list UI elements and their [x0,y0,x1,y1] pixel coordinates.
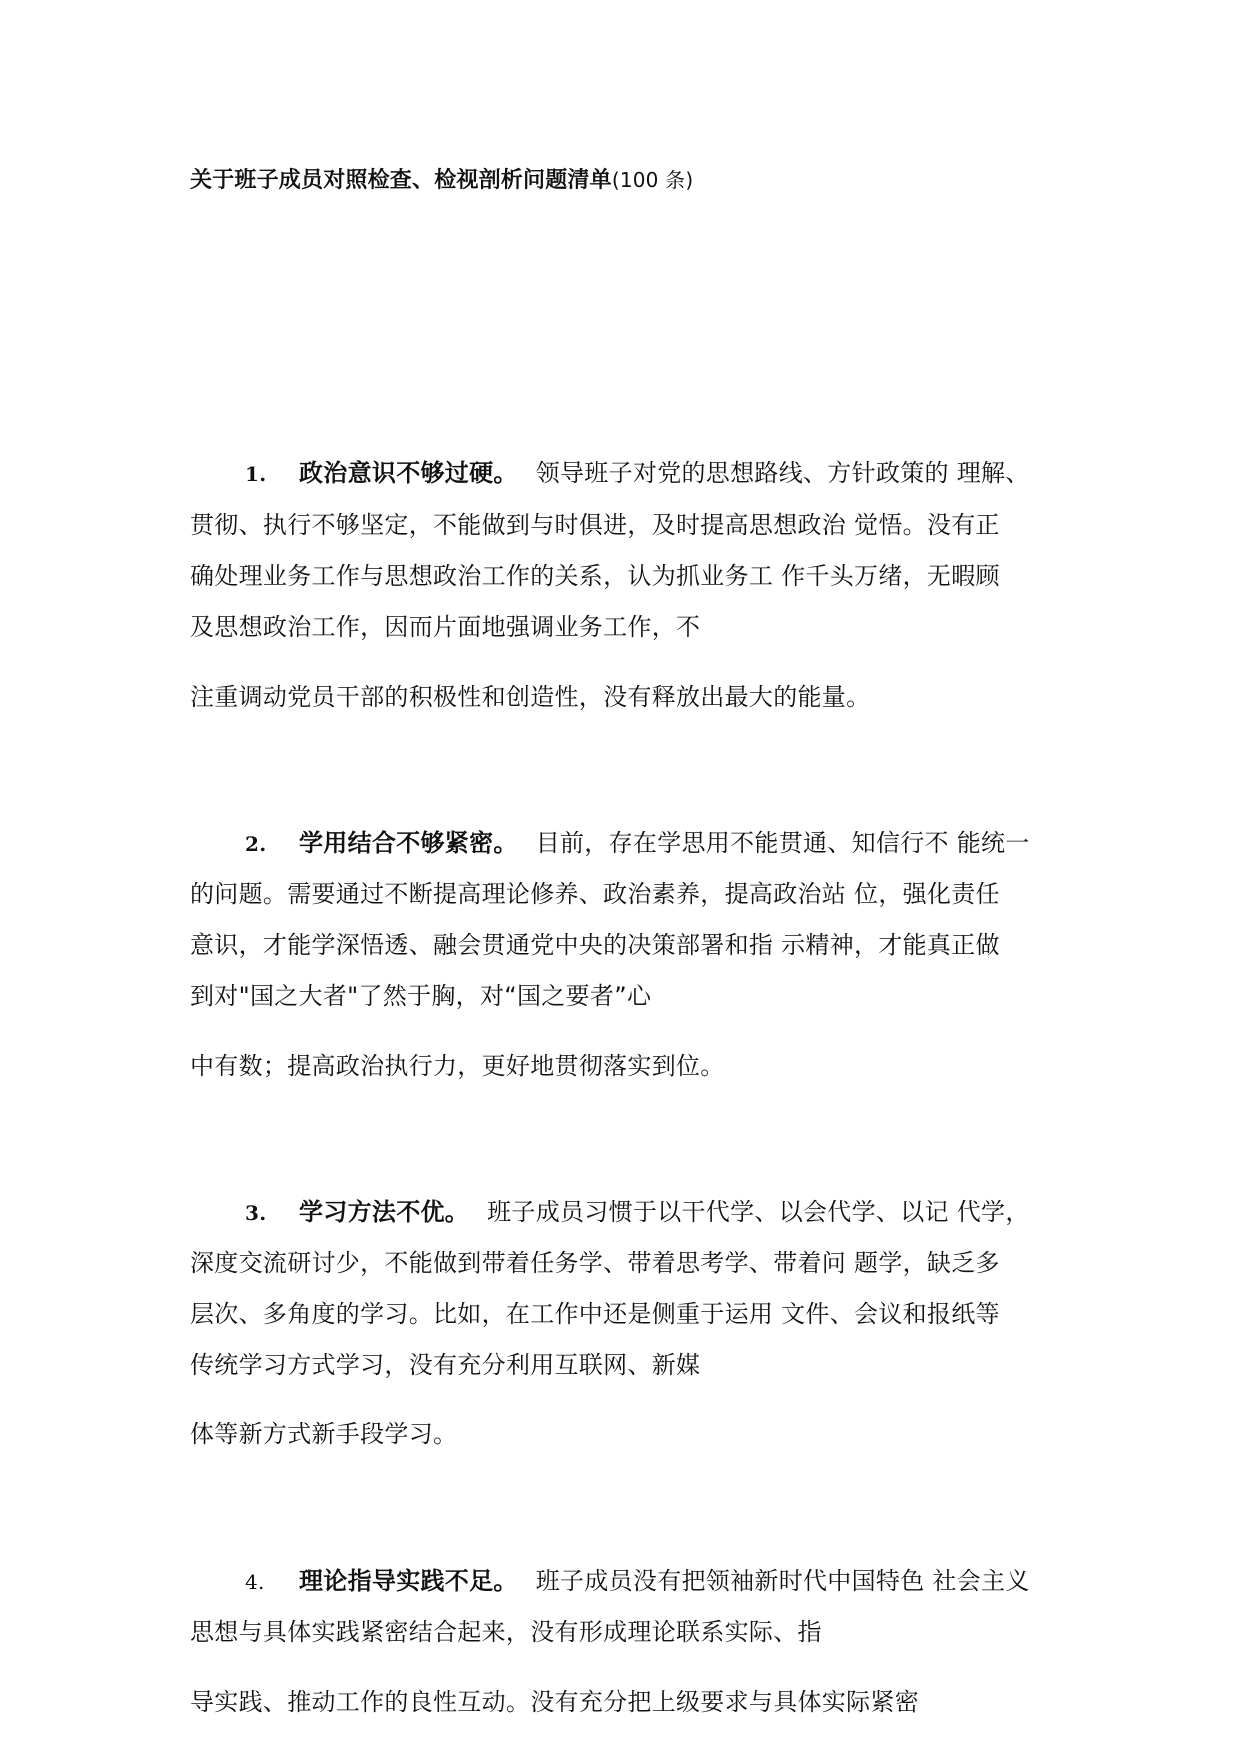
list-item-text: 体等新方式新手段学习。 [190,1420,458,1448]
list-item-text: 领导班子对党的思想路线、方针政策的 理解、 [535,459,1030,487]
list-item-text: 中有数；提高政治执行力，更好地贯彻落实到位。 [190,1052,725,1080]
list-item-text: 贯彻、执行不够坚定，不能做到与时俱进，及时提高思想政治 觉悟。没有正 [190,511,1000,539]
list-item-3-first-line [245,1197,1030,1228]
list-item-number: 4. [245,1570,265,1594]
list-item-number: 3. [245,1201,267,1225]
list-item-number: 2. [245,832,267,856]
list-item-text: 班子成员习惯于以干代学、以会代学、以记 代学， [487,1198,1030,1226]
list-item-text: 班子成员没有把领袖新时代中国特色 社会主义 [535,1567,1030,1595]
list-item-heading: 理论指导实践不足。 [299,1567,518,1595]
list-item-text: 及思想政治工作，因而片面地强调业务工作，不 [190,613,701,641]
list-item-text: 层次、多角度的学习。比如，在工作中还是侧重于运用 文件、会议和报纸等 [190,1300,1000,1328]
list-item-text: 确处理业务工作与思想政治工作的关系，认为抓业务工 作千头万绪，无暇顾 [190,562,1000,590]
list-item-heading: 学习方法不优。 [299,1198,470,1226]
list-item-text: 思想与具体实践紧密结合起来，没有形成理论联系实际、指 [190,1618,822,1646]
document-title [190,163,693,194]
list-item-number: 1. [245,462,267,486]
list-item-heading: 政治意识不够过硬。 [299,459,518,487]
list-item-1-first-line [245,458,1030,489]
list-item-text: 深度交流研讨少，不能做到带着任务学、带着思考学、带着问 题学，缺乏多 [190,1249,1000,1277]
list-item-4-first-line [245,1566,1030,1597]
list-item-text: 传统学习方式学习，没有充分利用互联网、新媒 [190,1351,701,1379]
list-item-text: 目前，存在学思用不能贯通、知信行不 能统一 [535,829,1030,857]
list-item-text: 注重调动党员干部的积极性和创造性，没有释放出最大的能量。 [190,683,871,711]
list-item-text: 的问题。需要通过不断提高理论修养、政治素养，提高政治站 位，强化责任 [190,880,1000,908]
document-title-text: 关于班子成员对照检查、检视剖析问题清单 [190,168,612,193]
list-item-text: 意识，才能学深悟透、融会贯通党中央的决策部署和指 示精神，才能真正做 [190,931,1000,959]
list-item-2-first-line [245,828,1030,859]
list-item-text: 到对"国之大者"了然于胸，对“国之要者”心 [190,982,652,1010]
list-item-heading: 学用结合不够紧密。 [299,829,518,857]
document-title-count: (100 条) [611,168,694,192]
list-item-text: 导实践、推动工作的良性互动。没有充分把上级要求与具体实际紧密 [190,1688,919,1716]
